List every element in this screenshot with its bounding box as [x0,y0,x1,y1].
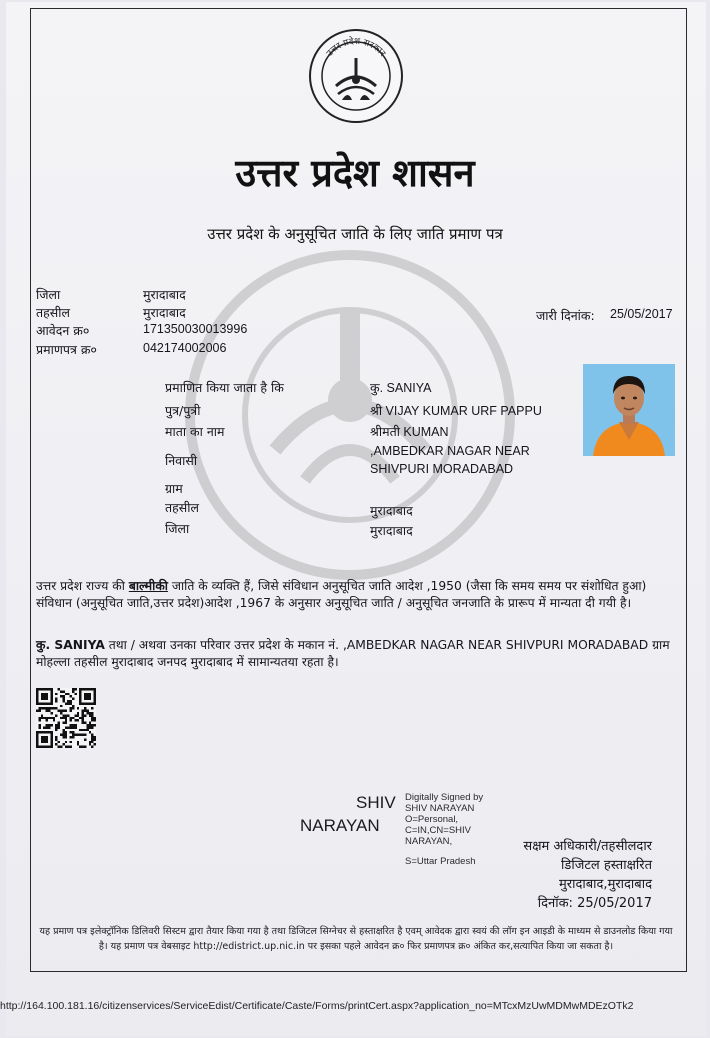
certificate-subtitle: उत्तर प्रदेश के अनुसूचित जाति के लिए जाति प्रमाण पत्र [207,225,503,243]
footer-note: यह प्रमाण पत्र इलेक्ट्रॉनिक डिलिवरी सिस्टम द्वारा तैयार किया गया है तथा डिजिटल सिग्नेचर से हस्ताक्षरित है एवम् आवेदक द्वारा स्वयं की लॉग इन आइडी के माध्यम से डाउनलोड किया गया है। यह प्रमाण पत्र वेबसाइट http://edistrict.up.nic.in पर इसका पहले आवेदन क्र० फिर प्रमाणपत्र क्र० अंकित कर,सत्यापित किया जा सकता है। [39,926,673,952]
detail-district-label: जिला [165,521,190,536]
digital-sign-line2: SHIV NARAYAN [405,803,475,814]
officer-designation: सक्षम अधिकारी/तहसीलदार [523,839,652,854]
tehsil-value: मुरादाबाद [143,305,186,320]
resident-address-line2: SHIVPURI MORADABAD [370,462,514,476]
residence-statement-text: तथा / अथवा उनका परिवार उत्तर प्रदेश के मकान नं. ,AMBEDKAR NAGAR NEAR SHIVPURI MORADABAD ग्राम मोहल्ला तहसील मुरादाबाद जनपद मुरादाबाद में सामान्यतया रहता है। [36,638,670,669]
officer-location: मुरादाबाद,मुरादाबाद [559,877,652,892]
officer-date: दिनॉक: 25/05/2017 [537,896,652,911]
child-of-label: पुत्र/पुत्री [165,403,201,418]
up-government-emblem-icon [308,28,404,124]
signer-name-line2: NARAYAN [300,816,380,835]
issue-date-value: 25/05/2017 [610,307,673,321]
digital-sign-line4: C=IN,CN=SHIV [405,825,471,836]
father-name-value: श्री VIJAY KUMAR URF PAPPU [370,404,542,418]
application-number-label: आवेदन क्र० [36,323,90,338]
certified-label: प्रमाणित किया जाता है कि [165,380,284,395]
applicant-photo [583,364,675,456]
signer-name-line1: SHIV [356,793,396,812]
page-title: उत्तर प्रदेश शासन [235,150,475,195]
certified-name-value: कु. SANIYA [370,381,432,395]
print-url: http://164.100.181.16/citizenservices/ServiceEdist/Certificate/Caste/Forms/printCert.aspx?application_no=MTcxMzUwMDMwMDEzOTk2 [0,1000,634,1012]
digital-sign-line5: NARAYAN, [405,836,453,847]
digital-sign-line1: Digitally Signed by [405,792,484,803]
resident-address-line1: ,AMBEDKAR NAGAR NEAR [370,444,530,458]
residence-statement-name: कु. SANIYA [36,638,105,652]
district-value: मुरादाबाद [143,287,186,302]
caste-statement-part2: जाति के व्यक्ति हैं, जिसे संविधान अनुसूचित जाति आदेश ,1950 (जैसा कि समय समय पर संशोधित हुआ) संविधान (अनुसूचित जाति,उत्तर प्रदेश)आदेश ,1967 के अनुसार अनुसूचित जाति / अनुसूचित जनजाति के प्रारूप में मान्यता दी गयी है। [36,579,647,610]
mother-name-value: श्रीमती KUMAN [370,425,449,439]
mother-name-label: माता का नाम [165,424,225,439]
detail-district-value: मुरादाबाद [370,523,413,538]
residence-statement-paragraph [36,637,676,670]
resident-label: निवासी [165,453,198,468]
district-label: जिला [36,287,61,302]
issue-date-label: जारी दिनांक: [536,308,595,323]
qr-code-icon [36,688,96,748]
certificate-number-value: 042174002006 [143,341,227,355]
caste-statement-paragraph [36,578,676,611]
detail-tehsil-value: मुरादाबाद [370,503,413,518]
emblem-text: उत्तर प्रदेश सरकार [325,36,388,59]
digital-sign-line6: S=Uttar Pradesh [405,856,476,867]
caste-statement-part1: उत्तर प्रदेश राज्य की [36,579,129,593]
detail-tehsil-label: तहसील [165,500,199,515]
officer-digital-signed: डिजिटल हस्ताक्षरित [561,858,652,873]
tehsil-label: तहसील [36,305,70,320]
certificate-number-label: प्रमाणपत्र क्र० [36,342,97,357]
caste-name: बाल्मीकी [128,579,168,593]
digital-sign-line3: O=Personal, [405,814,459,825]
applicant-portrait-icon [583,364,675,456]
village-label: ग्राम [165,481,183,496]
application-number-value: 171350030013996 [143,322,248,336]
